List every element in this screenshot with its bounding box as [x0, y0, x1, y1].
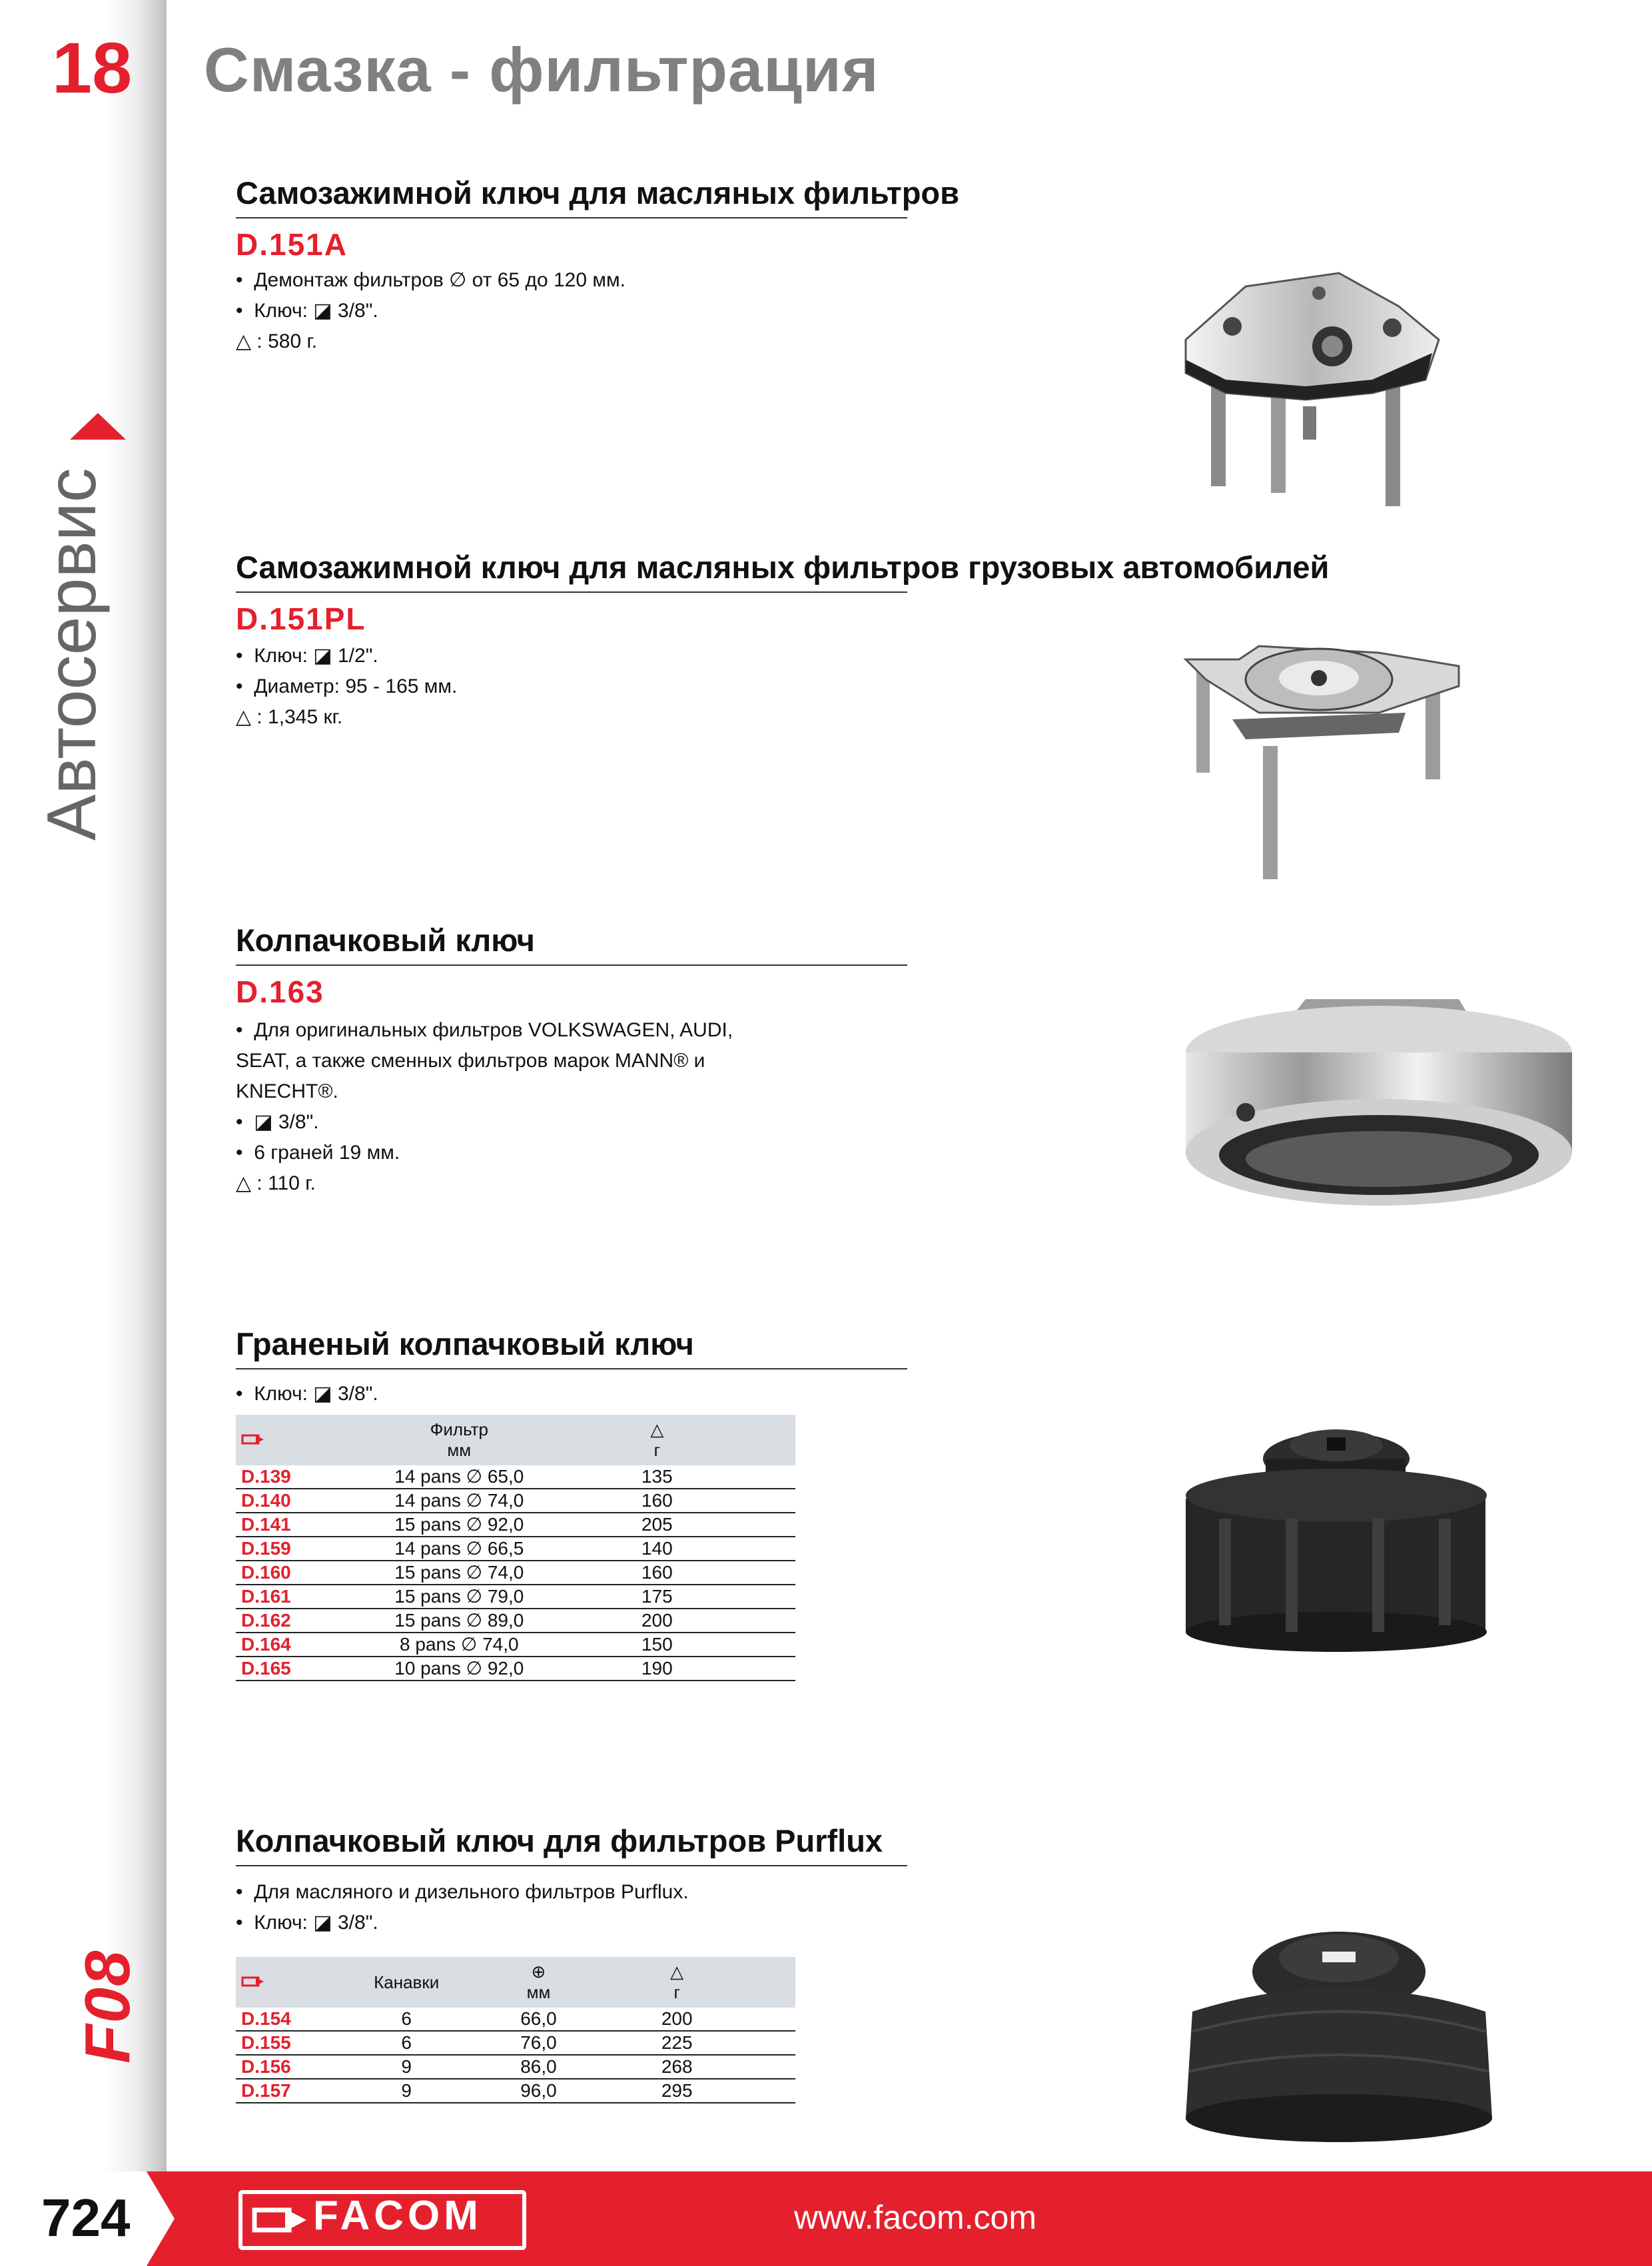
table-row [236, 1561, 795, 1585]
col-grooves: Канавки [347, 1957, 466, 2008]
row-code: D.162 [236, 1609, 347, 1633]
row-weight: 140 [572, 1537, 743, 1561]
product-code: D.151A [236, 227, 348, 262]
table-row [236, 1585, 795, 1609]
reference-table-purflux [236, 1957, 795, 2103]
row-weight: 295 [611, 2079, 743, 2103]
bullet-item: △ : 580 г. [236, 330, 318, 352]
section-title: Самозажимной ключ для масляных фильтров [236, 175, 960, 210]
table-row [236, 2079, 795, 2103]
row-filter: 14 pans ∅ 66,5 [347, 1537, 572, 1561]
row-filter: 15 pans ∅ 74,0 [347, 1561, 572, 1585]
bullet-item: • Для масляного и дизельного фильтров Purflux. [236, 1881, 689, 1903]
bullet-item: SEAT, а также сменных фильтров марок MANN® и [236, 1050, 705, 1072]
product-photo-faceted-cap [1179, 1419, 1492, 1652]
table-row [236, 1465, 795, 1489]
row-code: D.154 [236, 2008, 347, 2031]
row-weight: 205 [572, 1513, 743, 1537]
row-grooves: 9 [347, 2079, 466, 2103]
table-row [236, 1609, 795, 1633]
row-filter: 14 pans ∅ 65,0 [347, 1465, 572, 1489]
row-filter: 14 pans ∅ 74,0 [347, 1489, 572, 1513]
table-row [236, 2008, 795, 2031]
ref-code-icon [236, 1415, 347, 1465]
col-weight: △ г [572, 1415, 743, 1465]
row-filter: 15 pans ∅ 79,0 [347, 1585, 572, 1609]
bullet-item: • Демонтаж фильтров ∅ от 65 до 120 мм. [236, 269, 625, 291]
row-weight: 190 [572, 1657, 743, 1681]
row-code: D.165 [236, 1657, 347, 1681]
section-title: Колпачковый ключ [236, 923, 535, 958]
col-filter: Фильтр мм [347, 1415, 572, 1465]
row-grooves: 9 [347, 2055, 466, 2079]
chapter-title: Смазка - фильтрация [204, 35, 879, 105]
row-diameter: 76,0 [466, 2031, 612, 2055]
table-row [236, 2031, 795, 2055]
bullet-item: • Ключ: ◪ 3/8". [236, 300, 378, 322]
row-diameter: 96,0 [466, 2079, 612, 2103]
section-title: Граненый колпачковый ключ [236, 1326, 694, 1361]
row-code: D.139 [236, 1465, 347, 1489]
row-code: D.141 [236, 1513, 347, 1537]
table-row [236, 1513, 795, 1537]
bullet-item: • Для оригинальных фильтров VOLKSWAGEN, AUDI, [236, 1019, 733, 1041]
bullet-list [236, 1379, 378, 1409]
section-rule [236, 217, 907, 218]
bullet-list [236, 641, 457, 733]
row-grooves: 6 [347, 2008, 466, 2031]
table-row [236, 1489, 795, 1513]
page-number: 724 [41, 2188, 131, 2247]
product-photo-d151pl [1179, 639, 1472, 886]
row-code: D.159 [236, 1537, 347, 1561]
bullet-item: △ : 110 г. [236, 1172, 316, 1194]
bullet-list [236, 265, 625, 357]
row-diameter: 66,0 [466, 2008, 612, 2031]
row-weight: 225 [611, 2031, 743, 2055]
bullet-item: • 6 граней 19 мм. [236, 1142, 400, 1164]
triangle-up-icon [70, 413, 126, 440]
bullet-item: • Диаметр: 95 - 165 мм. [236, 675, 458, 697]
row-code: D.156 [236, 2055, 347, 2079]
section-title: Колпачковый ключ для фильтров Purflux [236, 1823, 883, 1858]
reference-table [236, 1415, 795, 1681]
col-weight: △ г [611, 1957, 743, 2008]
sidebar-strip [0, 0, 167, 2171]
row-code: D.157 [236, 2079, 347, 2103]
weight-icon: △ [650, 1419, 664, 1439]
bullet-list [236, 1877, 689, 1938]
section-rule [236, 591, 907, 593]
bullet-item: • ◪ 3/8". [236, 1111, 319, 1133]
facom-brand: FACOM [313, 2193, 482, 2239]
ref-code-icon [236, 1957, 347, 2008]
section-title: Самозажимной ключ для масляных фильтров грузовых автомобилей [236, 550, 1330, 585]
section-rule [236, 1368, 907, 1369]
row-filter: 15 pans ∅ 92,0 [347, 1513, 572, 1537]
row-weight: 135 [572, 1465, 743, 1489]
table-row [236, 1633, 795, 1657]
row-weight: 175 [572, 1585, 743, 1609]
row-weight: 268 [611, 2055, 743, 2079]
footer-url[interactable]: www.facom.com [794, 2199, 1036, 2236]
bullet-item: • Ключ: ◪ 3/8". [236, 1383, 378, 1405]
bullet-item: △ : 1,345 кг. [236, 706, 343, 728]
row-code: D.164 [236, 1633, 347, 1657]
row-weight: 200 [611, 2008, 743, 2031]
row-code: D.155 [236, 2031, 347, 2055]
diameter-icon: ⊕ [531, 1962, 546, 1982]
table-row [236, 1537, 795, 1561]
row-weight: 200 [572, 1609, 743, 1633]
row-code: D.160 [236, 1561, 347, 1585]
weight-icon: △ [670, 1962, 684, 1982]
product-code: D.151PL [236, 601, 366, 636]
row-grooves: 6 [347, 2031, 466, 2055]
product-photo-d151a [1172, 266, 1452, 513]
row-filter: 15 pans ∅ 89,0 [347, 1609, 572, 1633]
chapter-number: 18 [52, 27, 133, 108]
section-rule [236, 964, 907, 966]
row-filter: 8 pans ∅ 74,0 [347, 1633, 572, 1657]
bullet-item: • Ключ: ◪ 3/8". [236, 1912, 378, 1934]
row-code: D.140 [236, 1489, 347, 1513]
table-row [236, 2055, 795, 2079]
row-diameter: 86,0 [466, 2055, 612, 2079]
section-rule [236, 1865, 907, 1866]
bullet-item: KNECHT®. [236, 1080, 338, 1102]
product-photo-purflux-cap [1179, 1918, 1499, 2145]
row-weight: 160 [572, 1489, 743, 1513]
bullet-item: • Ключ: ◪ 1/2". [236, 645, 378, 667]
table-row [236, 1657, 795, 1681]
sidebar-section-label: Автосервис [33, 468, 111, 841]
row-weight: 150 [572, 1633, 743, 1657]
bullet-list [236, 1015, 733, 1199]
product-code: D.163 [236, 974, 324, 1009]
catalog-mark: F08 [72, 1949, 143, 2064]
row-filter: 10 pans ∅ 92,0 [347, 1657, 572, 1681]
row-weight: 160 [572, 1561, 743, 1585]
col-diameter: ⊕ мм [466, 1957, 612, 2008]
product-photo-d163 [1179, 992, 1585, 1219]
row-code: D.161 [236, 1585, 347, 1609]
